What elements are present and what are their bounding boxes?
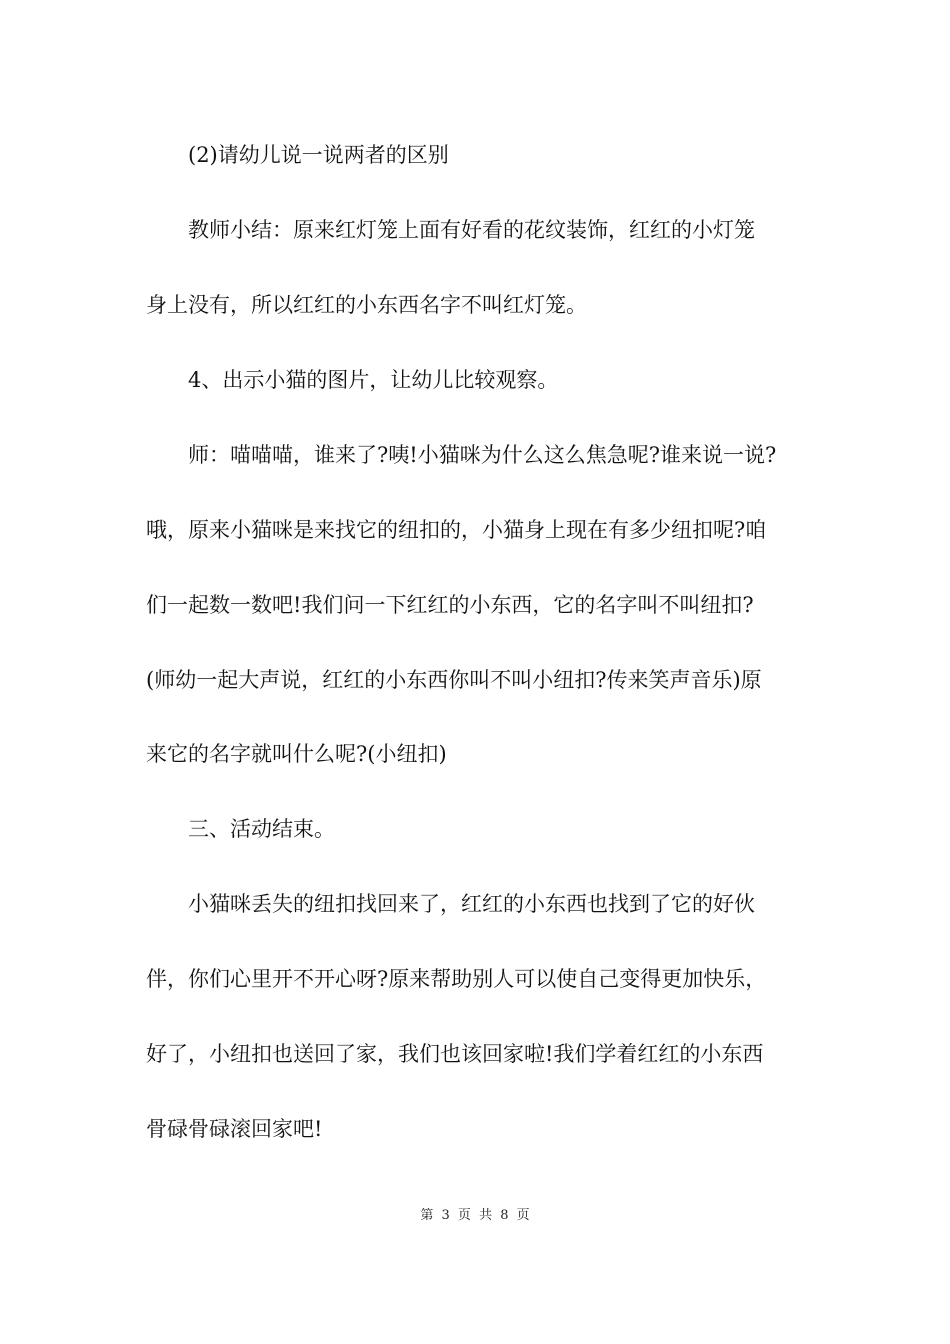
paragraph-line: 伴，你们心里开不开心呀?原来帮助别人可以使自己变得更加快乐，	[146, 967, 767, 991]
paragraph-line: 来它的名字就叫什么呢?(小纽扣)	[146, 742, 447, 766]
footer-suffix: 页	[516, 1208, 530, 1223]
paragraph-line: 教师小结：原来红灯笼上面有好看的花纹装饰，红红的小灯笼	[188, 218, 755, 242]
paragraph-line: 哦，原来小猫咪是来找它的纽扣的，小猫身上现在有多少纽扣呢?咱	[146, 518, 767, 542]
paragraph-line: (师幼一起大声说，红红的小东西你叫不叫小纽扣?传来笑声音乐)原	[146, 668, 762, 692]
current-page-number: 3	[441, 1208, 450, 1223]
footer-total-word: 共	[479, 1208, 493, 1223]
paragraph-line: 身上没有，所以红红的小东西名字不叫红灯笼。	[146, 293, 587, 317]
section-heading: 三、活动结束。	[188, 817, 335, 841]
paragraph-line: 4、出示小猫的图片，让幼儿比较观察。	[188, 368, 559, 392]
paragraph-line: 好了，小纽扣也送回了家，我们也该回家啦!我们学着红红的小东西	[146, 1042, 764, 1066]
footer-prefix: 第	[420, 1208, 434, 1223]
page-footer	[0, 1207, 950, 1225]
paragraph-line: 们一起数一数吧!我们问一下红红的小东西，它的名字叫不叫纽扣?	[146, 593, 754, 617]
footer-page-word: 页	[457, 1208, 471, 1223]
paragraph-line: 骨碌骨碌滚回家吧!	[146, 1117, 323, 1141]
paragraph-line: 小猫咪丢失的纽扣找回来了，红红的小东西也找到了它的好伙	[188, 892, 755, 916]
paragraph-line: 师：喵喵喵，谁来了?咦!小猫咪为什么这么焦急呢?谁来说一说?	[188, 443, 777, 467]
paragraph-line: (2)请幼儿说一说两者的区别	[188, 143, 449, 167]
total-page-number: 8	[500, 1208, 509, 1223]
